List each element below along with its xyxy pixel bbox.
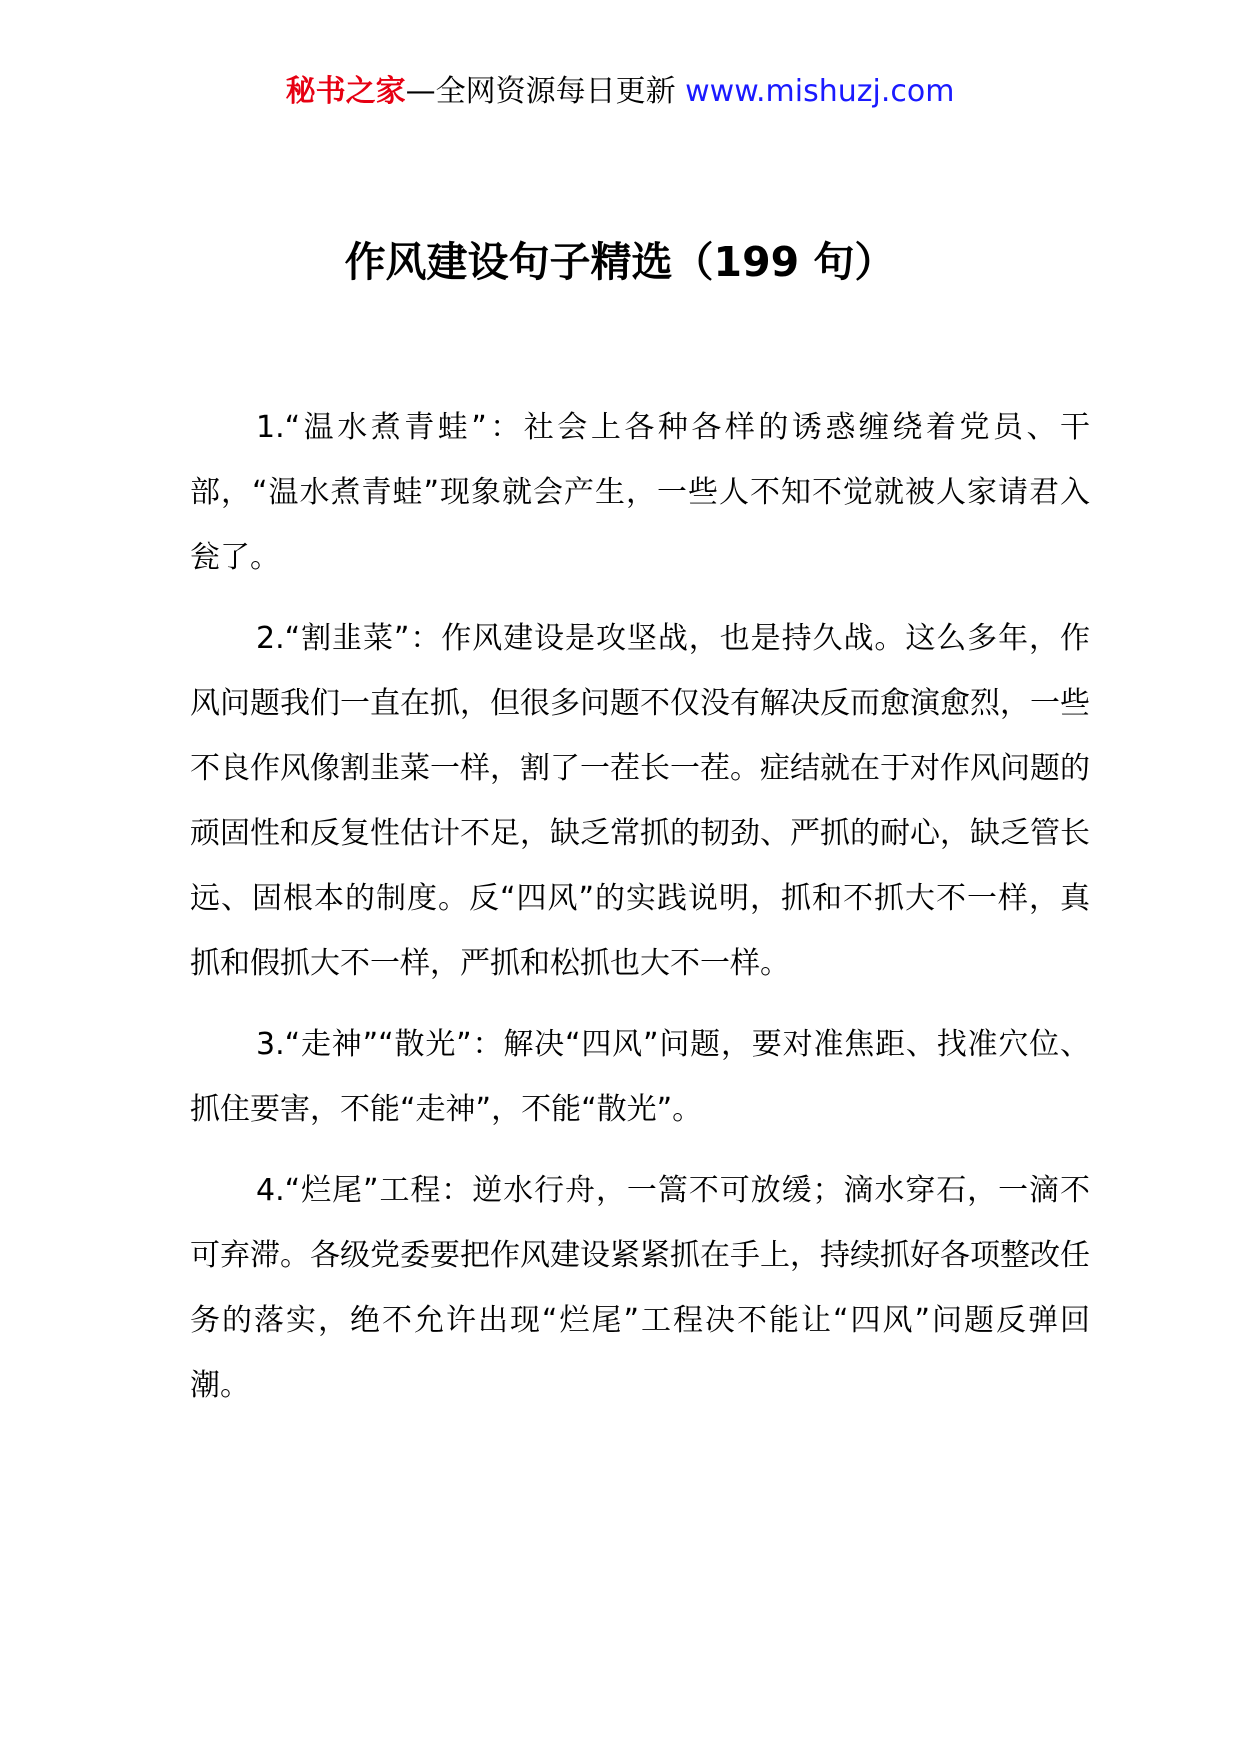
document-title: 作风建设句子精选（199 句） [344, 238, 896, 286]
paragraph-1: 1.“温水煮青蛙”：社会上各种各样的诱惑缠绕着党员、干部，“温水煮青蛙”现象就会产生，一些人不知不觉就被人家请君入瓮了。 [190, 410, 1090, 575]
paragraph-2: 2.“割韭菜”：作风建设是攻坚战，也是持久战。这么多年，作风问题我们一直在抓，但很多问题不仅没有解决反而愈演愈烈，一些不良作风像割韭菜一样，割了一茬长一茬。症结就在于对作风问题的顽固性和反复性估计不足，缺乏常抓的韧劲、严抓的耐心，缺乏管长远、固根本的制度。反“四风”的实践说明，抓和不抓大不一样，真抓和假抓大不一样，严抓和松抓也大不一样。 [190, 621, 1090, 981]
paragraph-3: 3.“走神”“散光”：解决“四风”问题，要对准焦距、找准穴位、抓住要害，不能“走神”，不能“散光”。 [190, 1027, 1090, 1127]
document-body [190, 395, 1090, 1434]
site-url-link[interactable]: www.mishuzj.com [685, 74, 955, 109]
paragraph-4: 4.“烂尾”工程：逆水行舟，一篙不可放缓；滴水穿石，一滴不可弃滞。各级党委要把作风建设紧紧抓在手上，持续抓好各项整改任务的落实，绝不允许出现“烂尾”工程决不能让“四风”问题反弹回潮。 [190, 1173, 1090, 1403]
site-tagline: —全网资源每日更新 [405, 74, 686, 109]
site-header [0, 70, 1240, 114]
site-brand: 秘书之家 [285, 74, 406, 109]
